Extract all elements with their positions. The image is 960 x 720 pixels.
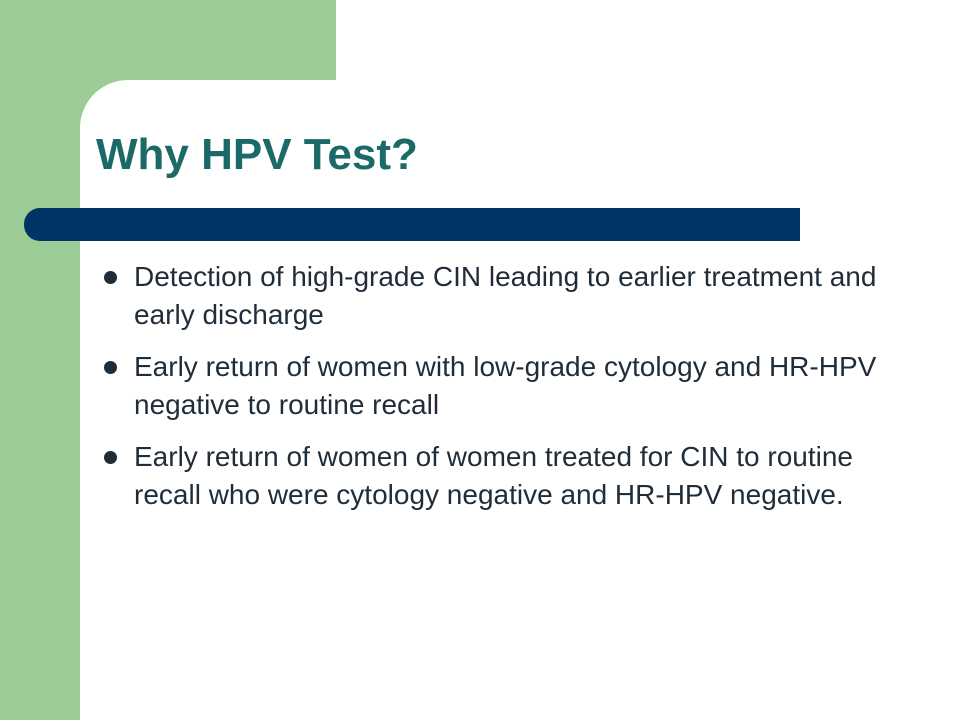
bullet-item — [104, 258, 904, 334]
slide-title: Why HPV Test? — [96, 130, 418, 179]
bullet-dot-icon — [104, 271, 117, 284]
title-underline-bar — [24, 208, 800, 241]
bullet-list — [104, 258, 904, 528]
bullet-dot-icon — [104, 451, 117, 464]
bullet-text: Early return of women of women treated for CIN to routine recall who were cytology negative and HR-HPV negative. — [134, 441, 853, 510]
bullet-item — [104, 348, 904, 424]
bullet-text: Early return of women with low-grade cytology and HR-HPV negative to routine recall — [134, 351, 877, 420]
bullet-item — [104, 438, 904, 514]
bullet-text: Detection of high-grade CIN leading to earlier treatment and early discharge — [134, 261, 877, 330]
bullet-dot-icon — [104, 361, 117, 374]
